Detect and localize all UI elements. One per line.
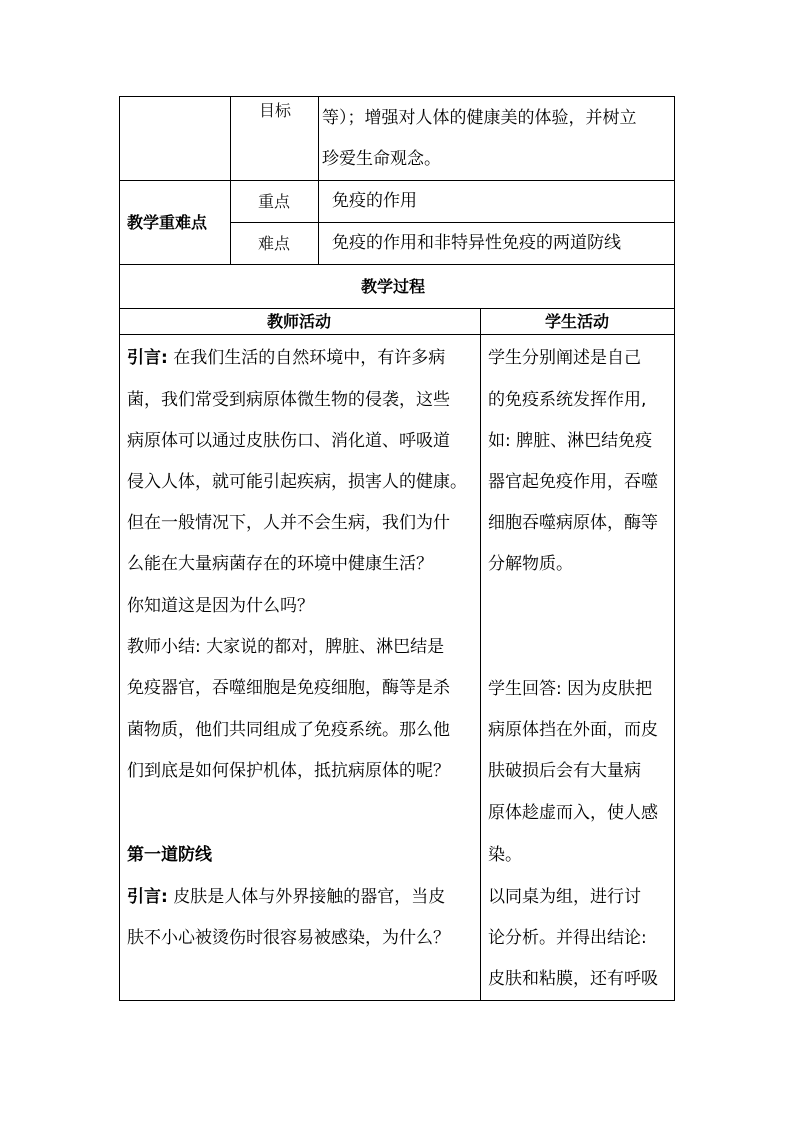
table-border-right	[674, 96, 675, 1001]
teacher-intro-line-1	[127, 349, 445, 367]
objectives-label: 目标	[259, 101, 292, 120]
student-block2-line-4: 原体趁虚而入，使人感	[488, 803, 658, 823]
teacher-summary-line-3: 菌物质，他们共同组成了免疫系统。那么他	[127, 720, 450, 740]
table-col-divider-2	[318, 96, 319, 265]
teacher-intro-line-3: 病原体可以通过皮肤伤口、消化道、呼吸道	[127, 431, 450, 451]
teacher-intro-line-7: 你知道这是因为什么吗？	[127, 596, 314, 616]
student-block3-line-2: 论分析。并得出结论:	[488, 928, 647, 948]
teacher-intro-line-6: 么能在大量病菌存在的环境中健康生活？	[127, 554, 433, 574]
difficulty-label: 难点	[258, 234, 291, 253]
difficulty-text: 免疫的作用和非特异性免疫的两道防线	[332, 233, 621, 253]
student-block1-line-3: 如: 脾脏、淋巴结免疫	[488, 431, 653, 451]
teacher-intro2-line-2: 肤不小心被烫伤时很容易被感染，为什么？	[127, 928, 450, 948]
student-block1-line-2: 的免疫系统发挥作用,	[488, 390, 647, 410]
teacher-summary-line-4: 们到底是如何保护机体，抵抗病原体的呢？	[127, 761, 450, 781]
student-block3-line-1: 以同桌为组，进行讨	[488, 887, 641, 907]
student-block2-line-5: 染。	[488, 845, 522, 865]
teacher-summary-line-1: 教师小结: 大家说的都对，脾脏、淋巴结是	[127, 637, 445, 657]
student-block2-line-3: 肤破损后会有大量病	[488, 761, 641, 781]
student-block1-line-6: 分解物质。	[488, 554, 573, 574]
objectives-text-line-1: 等）；增强对人体的健康美的体验，并树立	[322, 108, 637, 128]
student-block2-line-1: 学生回答: 因为皮肤把	[488, 679, 653, 699]
table-col-divider-activity	[480, 308, 481, 1001]
process-title: 教学过程	[361, 277, 426, 296]
teacher-intro-text: 在我们生活的自然环境中，有许多病	[167, 348, 446, 368]
focus-text: 免疫的作用	[332, 191, 417, 211]
student-activity-header: 学生活动	[545, 312, 610, 331]
table-border-bottom	[119, 1000, 675, 1001]
teacher-activity-header: 教师活动	[267, 312, 332, 331]
teacher-summary-line-2: 免疫器官，吞噬细胞是免疫细胞，酶等是杀	[127, 678, 450, 698]
teacher-intro-label: 引言:	[127, 348, 168, 368]
table-border-left	[119, 96, 120, 1001]
teacher-intro-line-5: 但在一般情况下，人并不会生病，我们为什	[127, 513, 450, 533]
table-rule-header-bottom	[119, 334, 675, 335]
student-block1-line-5: 细胞吞噬病原体，酶等	[488, 513, 658, 533]
table-border-top	[119, 96, 675, 97]
student-block1-line-1: 学生分别阐述是自己	[488, 348, 641, 368]
student-block3-line-3: 皮肤和粘膜，还有呼吸	[488, 969, 658, 989]
teacher-intro2-line-1	[127, 888, 445, 906]
table-rule-objectives-bottom	[119, 180, 675, 181]
objectives-text-line-2: 珍爱生命观念。	[322, 149, 441, 169]
teacher-intro2-label: 引言:	[127, 887, 168, 907]
table-rule-focus-bottom	[230, 222, 675, 223]
table-col-divider-1	[230, 96, 231, 265]
table-rule-keypoints-bottom	[119, 264, 675, 265]
teacher-intro2-text: 皮肤是人体与外界接触的器官，当皮	[167, 887, 446, 907]
key-points-title: 教学重难点	[127, 213, 208, 232]
focus-label: 重点	[258, 192, 291, 211]
student-block1-line-4: 器官起免疫作用，吞噬	[488, 472, 658, 492]
teacher-intro-line-4: 侵入人体，就可能引起疾病，损害人的健康。	[127, 472, 467, 492]
student-block2-line-2: 病原体挡在外面，而皮	[488, 720, 658, 740]
teacher-intro-line-2: 菌，我们常受到病原体微生物的侵袭，这些	[127, 390, 450, 410]
table-rule-process-title-bottom	[119, 308, 675, 309]
first-defense-title: 第一道防线	[127, 845, 212, 865]
